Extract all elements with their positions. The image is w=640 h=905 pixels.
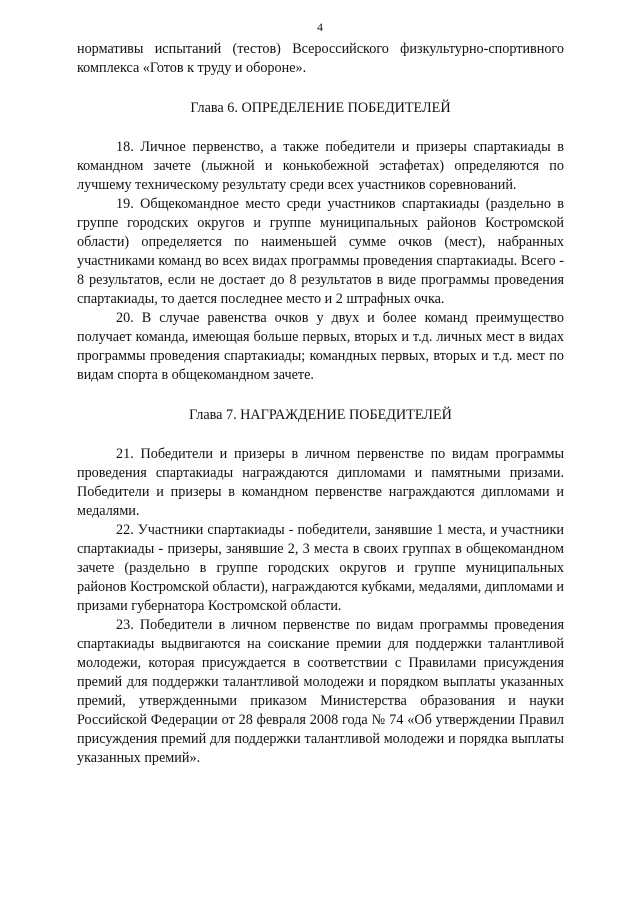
paragraph-20: 20. В случае равенства очков у двух и более команд преимущество получает команда, имеющая больше первых, вторых и т.д. личных мест в видах программы проведения спартакиады; командных первых, вторых и т.д. мест по видам спорта в общекомандном зачете. — [77, 310, 564, 383]
paragraph-18: 18. Личное первенство, а также победители и призеры спартакиады в командном зачете (лыжной и конькобежной эстафетах) определяются по лучшему техническому результату среди всех участников соревнований. — [77, 139, 564, 193]
intro-paragraph: нормативы испытаний (тестов) Всероссийского физкультурно-спортивного комплекса «Готов к труду и обороне». — [77, 41, 564, 76]
paragraph-19: 19. Общекомандное место среди участников спартакиады (раздельно в группе городских округов и группе муниципальных районов Костромской области) определяется по наименьшей сумме очков (мест), набранных участниками команд во всех видах программы проведения спартакиады. Всего - 8 результатов, если не достает до 8 результатов в виде программы проведения спартакиады, то дается последнее место и 2 штрафных очка. — [77, 196, 564, 307]
page-number: 4 — [317, 20, 323, 34]
chapter-6-title: Глава 6. ОПРЕДЕЛЕНИЕ ПОБЕДИТЕЛЕЙ — [190, 100, 451, 116]
chapter-7-title: Глава 7. НАГРАЖДЕНИЕ ПОБЕДИТЕЛЕЙ — [189, 407, 452, 423]
paragraph-22: 22. Участники спартакиады - победители, занявшие 1 места, и участники спартакиады - призеры, занявшие 2, 3 места в своих группах в общекомандном зачете (раздельно в группе городских округов и группе муниципальных районов Костромской области), награждаются кубками, медалями, дипломами и призами губернатора Костромской области. — [77, 522, 564, 614]
paragraph-23: 23. Победители в личном первенстве по видам программы проведения спартакиады выдвигаются на соискание премии для поддержки талантливой молодежи, которая присуждается в соответствии с Правилами присуждения премий для поддержки талантливой молодежи и порядком выплаты указанных премий, утвержденными приказом Министерства образования и науки Российской Федерации от 28 февраля 2008 года № 74 «Об утверждении Правил присуждения премий для поддержки талантливой молодежи и порядка выплаты указанных премий». — [77, 617, 564, 766]
document-body — [77, 40, 564, 768]
paragraph-21: 21. Победители и призеры в личном первенстве по видам программы проведения спартакиады награждаются дипломами и памятными призами. Победители и призеры в командном первенстве награждаются дипломами и медалями. — [77, 446, 564, 519]
